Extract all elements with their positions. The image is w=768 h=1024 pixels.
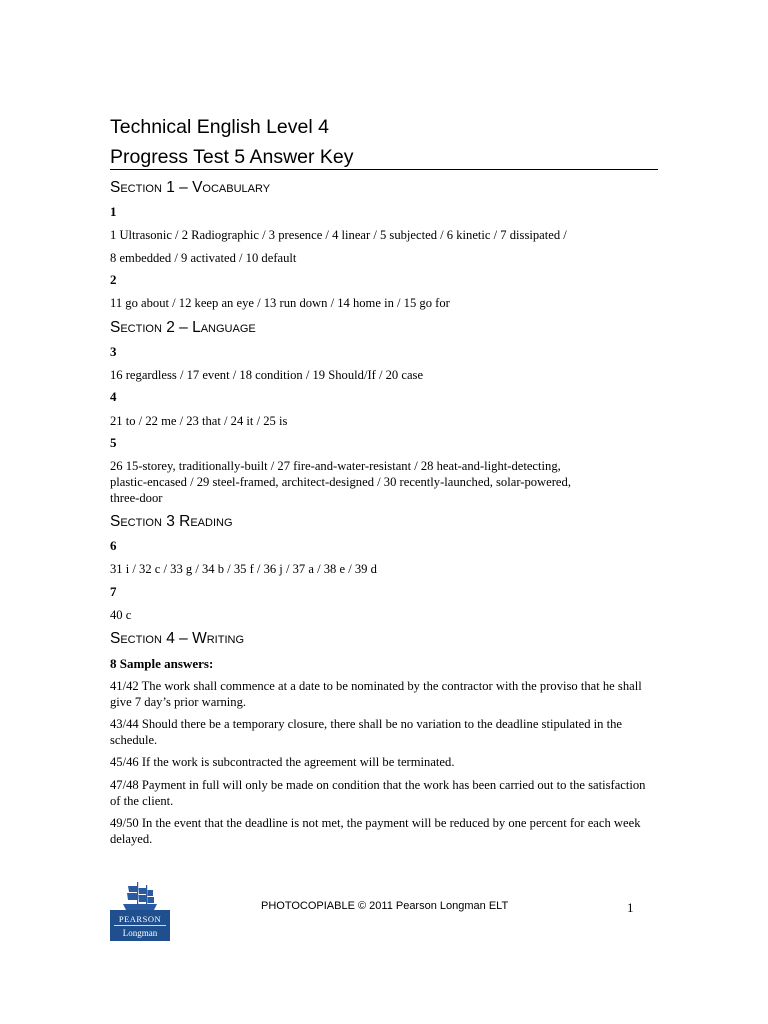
section-2-heading: Section 2 – Language	[110, 319, 256, 336]
copyright-notice: PHOTOCOPIABLE © 2011 Pearson Longman ELT	[261, 900, 509, 912]
document-subtitle: Progress Test 5 Answer Key	[110, 146, 354, 168]
sample-answer: 41/42 The work shall commence at a date to be nominated by the contractor with the proviso that he shall give 7 day’s prior warning.	[110, 679, 642, 709]
sample-answer: 43/44 Should there be a temporary closure, there shall be no variation to the deadline stipulated in the schedule.	[110, 717, 622, 747]
answer-line: 8 embedded / 9 activated / 10 default	[110, 251, 297, 265]
question-number: 2	[110, 272, 117, 287]
answer-line: plastic-encased / 29 steel-framed, architect-designed / 30 recently-launched, solar-powered,	[110, 475, 571, 489]
logo-word-pearson: PEARSON	[118, 914, 162, 924]
answer-line: 21 to / 22 me / 23 that / 24 it / 25 is	[110, 414, 288, 428]
question-number: 7	[110, 584, 117, 599]
page-number: 1	[627, 900, 634, 915]
section-1-heading: Section 1 – Vocabulary	[110, 179, 271, 196]
sample-answer: 47/48 Payment in full will only be made on condition that the work has been carried out to the satisfaction of the client.	[110, 778, 646, 808]
answer-line: 31 i / 32 c / 33 g / 34 b / 35 f / 36 j / 37 a / 38 e / 39 d	[110, 562, 377, 576]
question-number: 5	[110, 435, 117, 450]
sample-answers-heading: 8 Sample answers:	[110, 656, 214, 671]
section-3-heading: Section 3 Reading	[110, 513, 233, 530]
question-number: 6	[110, 538, 117, 553]
sample-answer: 49/50 In the event that the deadline is not met, the payment will be reduced by one percent for each week delayed.	[110, 816, 641, 846]
sample-answer: 45/46 If the work is subcontracted the agreement will be terminated.	[110, 755, 455, 769]
answer-line: three-door	[110, 491, 163, 505]
answer-line: 40 c	[110, 608, 132, 622]
section-4-heading: Section 4 – Writing	[110, 630, 244, 647]
logo-word-longman: Longman	[122, 928, 158, 938]
document-title: Technical English Level 4	[110, 116, 329, 138]
question-number: 4	[110, 389, 117, 404]
question-number: 3	[110, 344, 117, 359]
pearson-longman-logo	[110, 880, 170, 941]
answer-line: 26 15-storey, traditionally-built / 27 fire-and-water-resistant / 28 heat-and-light-detecting,	[110, 459, 561, 473]
title-divider	[110, 169, 658, 170]
answer-line: 16 regardless / 17 event / 18 condition / 19 Should/If / 20 case	[110, 368, 424, 382]
answer-line: 1 Ultrasonic / 2 Radiographic / 3 presence / 4 linear / 5 subjected / 6 kinetic / 7 dissipated /	[110, 228, 567, 242]
question-number: 1	[110, 204, 117, 219]
answer-line: 11 go about / 12 keep an eye / 13 run down / 14 home in / 15 go for	[110, 296, 450, 310]
